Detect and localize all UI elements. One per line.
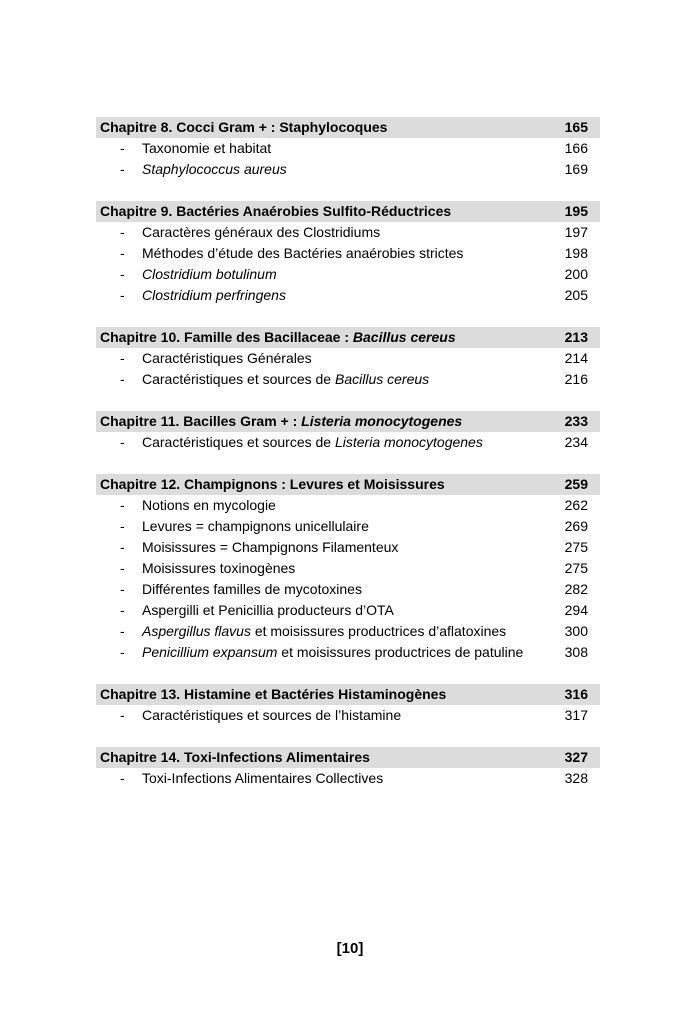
chapter-heading-row (96, 474, 600, 495)
chapter-block (96, 684, 600, 726)
entry-title (142, 579, 362, 600)
entry-title (142, 516, 369, 537)
bullet-dash: - (120, 770, 125, 786)
entry-title (142, 537, 398, 558)
entry-page-number: 308 (564, 644, 588, 660)
entry-title-italic-segment: Penicillium expansum (142, 644, 278, 660)
chapter-title-segment: Chapitre 12. Champignons : Levures et Moisissures (100, 476, 445, 492)
chapter-title-segment: Chapitre 8. Cocci Gram + : Staphylocoques (100, 119, 388, 135)
chapter-block (96, 747, 600, 789)
entry-page-number: 317 (564, 707, 588, 723)
bullet-dash: - (120, 560, 125, 576)
chapter-page-number: 327 (564, 749, 588, 765)
entry-title (142, 621, 506, 642)
entry-page-number: 216 (564, 371, 588, 387)
entry-page-number: 275 (564, 560, 588, 576)
chapter-title (100, 411, 462, 432)
toc-entry-row (96, 558, 600, 579)
entry-title-segment: Toxi-Infections Alimentaires Collectives (142, 770, 384, 786)
bullet-dash: - (120, 497, 125, 513)
entry-title-italic-segment: Listeria monocytogenes (334, 434, 483, 450)
bullet-dash: - (120, 602, 125, 618)
chapter-title (100, 474, 445, 495)
bullet-dash: - (120, 245, 125, 261)
chapter-title-segment: Chapitre 14. Toxi-Infections Alimentaires (100, 749, 370, 765)
toc-entry-row (96, 222, 600, 243)
chapter-title (100, 201, 451, 222)
toc-entry-row (96, 705, 600, 726)
entry-title-segment: Moisissures = Champignons Filamenteux (142, 539, 399, 555)
entry-page-number: 214 (564, 350, 588, 366)
chapter-heading-row (96, 684, 600, 705)
chapter-block (96, 411, 600, 453)
entry-title-segment: Caractères généraux des Clostridiums (142, 224, 381, 240)
entry-page-number: 282 (564, 581, 588, 597)
bullet-dash: - (120, 707, 125, 723)
entry-title (142, 264, 277, 285)
entry-title (142, 159, 287, 180)
chapter-block (96, 327, 600, 390)
entry-title (142, 705, 401, 726)
toc-entry-row (96, 369, 600, 390)
entry-title-italic-segment: Aspergillus flavus (142, 623, 251, 639)
entry-title (142, 768, 383, 789)
bullet-dash: - (120, 266, 125, 282)
entry-title (142, 642, 523, 663)
chapter-page-number: 316 (564, 686, 588, 702)
entry-page-number: 234 (564, 434, 588, 450)
bullet-dash: - (120, 287, 125, 303)
entry-title-italic-segment: Clostridium botulinum (142, 266, 277, 282)
entry-title-italic-segment: Bacillus cereus (334, 371, 430, 387)
entry-page-number: 300 (564, 623, 588, 639)
entry-title-segment: Caractéristiques et sources de (142, 434, 335, 450)
entry-title-segment: et moisissures productrices de patuline (277, 644, 524, 660)
chapter-title-segment: Chapitre 10. Famille des Bacillaceae : (100, 329, 353, 345)
entry-page-number: 269 (564, 518, 588, 534)
chapter-title (100, 684, 446, 705)
toc-entry-row (96, 621, 600, 642)
bullet-dash: - (120, 224, 125, 240)
entry-page-number: 294 (564, 602, 588, 618)
entry-page-number: 205 (564, 287, 588, 303)
table-of-contents (96, 117, 600, 810)
toc-entry-row (96, 243, 600, 264)
chapter-page-number: 213 (564, 329, 588, 345)
entry-title-segment: Méthodes d’étude des Bactéries anaérobies strictes (142, 245, 464, 261)
toc-entry-row (96, 600, 600, 621)
entry-title (142, 348, 312, 369)
entry-title-segment: Moisissures toxinogènes (142, 560, 296, 576)
entry-title (142, 369, 429, 390)
toc-entry-row (96, 495, 600, 516)
entry-title-segment: Levures = champignons unicellulaire (142, 518, 369, 534)
entry-page-number: 166 (564, 140, 588, 156)
chapter-title (100, 117, 387, 138)
chapter-page-number: 195 (564, 203, 588, 219)
entry-title (142, 243, 463, 264)
entry-page-number: 198 (564, 245, 588, 261)
chapter-page-number: 165 (564, 119, 588, 135)
chapter-heading-row (96, 411, 600, 432)
bullet-dash: - (120, 518, 125, 534)
chapter-heading-row (96, 201, 600, 222)
bullet-dash: - (120, 539, 125, 555)
toc-entry-row (96, 264, 600, 285)
toc-entry-row (96, 516, 600, 537)
bullet-dash: - (120, 371, 125, 387)
bullet-dash: - (120, 434, 125, 450)
bullet-dash: - (120, 350, 125, 366)
entry-page-number: 169 (564, 161, 588, 177)
toc-entry-row (96, 579, 600, 600)
chapter-title (100, 747, 370, 768)
entry-title (142, 222, 380, 243)
toc-entry-row (96, 432, 600, 453)
entry-title (142, 138, 271, 159)
bullet-dash: - (120, 644, 125, 660)
entry-title (142, 285, 286, 306)
chapter-title-segment: Chapitre 13. Histamine et Bactéries Histaminogènes (100, 686, 447, 702)
entry-title-segment: Notions en mycologie (142, 497, 276, 513)
chapter-page-number: 233 (564, 413, 588, 429)
entry-title (142, 600, 394, 621)
chapter-title-segment: Chapitre 9. Bactéries Anaérobies Sulfito-Réductrices (100, 203, 452, 219)
chapter-block (96, 474, 600, 663)
entry-title-italic-segment: Clostridium perfringens (142, 287, 286, 303)
chapter-title (100, 327, 456, 348)
entry-title (142, 558, 295, 579)
entry-title-segment: Différentes familles de mycotoxines (142, 581, 362, 597)
chapter-page-number: 259 (564, 476, 588, 492)
entry-page-number: 200 (564, 266, 588, 282)
bullet-dash: - (120, 623, 125, 639)
entry-title (142, 432, 483, 453)
entry-page-number: 262 (564, 497, 588, 513)
entry-page-number: 197 (564, 224, 588, 240)
entry-title-segment: Caractéristiques et sources de (142, 371, 335, 387)
toc-entry-row (96, 348, 600, 369)
chapter-block (96, 201, 600, 306)
entry-title-segment: Taxonomie et habitat (142, 140, 272, 156)
bullet-dash: - (120, 161, 125, 177)
toc-entry-row (96, 642, 600, 663)
chapter-block (96, 117, 600, 180)
entry-title-segment: et moisissures productrices d’aflatoxines (250, 623, 507, 639)
bullet-dash: - (120, 581, 125, 597)
entry-title-segment: Aspergilli et Penicillia producteurs d’OTA (142, 602, 394, 618)
chapter-title-italic-segment: Bacillus cereus (352, 329, 456, 345)
entry-page-number: 275 (564, 539, 588, 555)
toc-entry-row (96, 768, 600, 789)
chapter-heading-row (96, 747, 600, 768)
toc-entry-row (96, 138, 600, 159)
toc-entry-row (96, 537, 600, 558)
chapter-title-segment: Chapitre 11. Bacilles Gram + : (100, 413, 302, 429)
chapter-heading-row (96, 327, 600, 348)
toc-entry-row (96, 285, 600, 306)
chapter-title-italic-segment: Listeria monocytogenes (301, 413, 463, 429)
entry-page-number: 328 (564, 770, 588, 786)
toc-entry-row (96, 159, 600, 180)
chapter-heading-row (96, 117, 600, 138)
entry-title-segment: Caractéristiques et sources de l’histamine (142, 707, 402, 723)
page-number: [10] (336, 940, 364, 957)
bullet-dash: - (120, 140, 125, 156)
entry-title-segment: Caractéristiques Générales (142, 350, 312, 366)
entry-title (142, 495, 276, 516)
entry-title-italic-segment: Staphylococcus aureus (142, 161, 287, 177)
